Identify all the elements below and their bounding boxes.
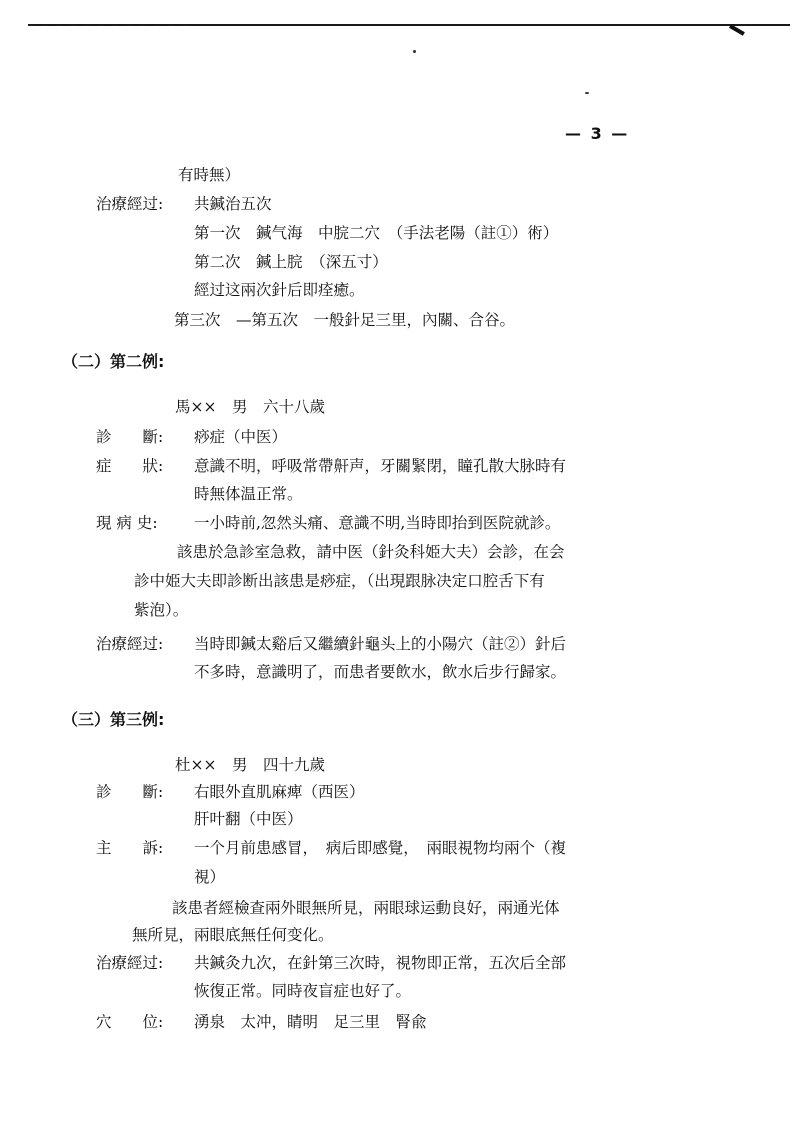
- case1-treatment-line: 第一次 鍼气海 中脘二穴 （手法老陽（註①）術）: [194, 224, 559, 242]
- case2-history-line: 紫泡）。: [134, 601, 189, 619]
- scan-speck: [413, 50, 416, 53]
- case2-treatment-line: 当時即鍼太谿后又繼續針龜头上的小陽穴（註②）針后: [194, 635, 567, 653]
- case2-patient: 馬×× 男 六十八歲: [175, 398, 325, 416]
- case3-treatment-line: 共鍼灸九次，在針第三次時，視物即正常，五次后全部: [194, 954, 567, 972]
- case3-complaint-line: 視）: [194, 868, 226, 886]
- case1-treatment-label: 治療經过:: [96, 195, 164, 213]
- case2-treatment-line: 不多時，意識明了，而患者要飲水，飲水后步行歸家。: [194, 663, 567, 681]
- case3-points-label: 穴 位:: [96, 1013, 164, 1031]
- case2-history-line: 該患於急診室急救，請中医（針灸科姫大夫）会診，在会: [177, 543, 565, 561]
- case3-treatment-label: 治療經过:: [96, 954, 164, 972]
- case1-treatment-line: 第二次 鍼上脘 （深五寸）: [194, 253, 388, 271]
- case3-patient: 杜×× 男 四十九歲: [175, 756, 325, 774]
- case2-diagnosis: 痧症（中医）: [194, 428, 288, 446]
- case2-treatment-label: 治療經过:: [96, 635, 164, 653]
- case1-treatment-line: 經过这兩次針后即痊癒。: [194, 281, 365, 299]
- page-number: — 3 —: [565, 124, 630, 143]
- case3-diagnosis-label: 診 斷:: [96, 783, 164, 801]
- case2-symptoms-label: 症 狀:: [96, 457, 164, 475]
- case2-heading: （二）第二例:: [62, 352, 165, 371]
- case1-treatment-line: 第三次 —第五次 一般針足三里，內關、合谷。: [174, 311, 516, 329]
- case3-exam-line: 無所見，兩眼底無任何变化。: [132, 926, 334, 944]
- case3-complaint-label: 主 訴:: [96, 839, 164, 857]
- case3-complaint-line: 一个月前患感冒， 病后即感覺， 兩眼視物均兩个（複: [194, 839, 567, 857]
- case3-points: 湧泉 太冲，睛明 足三里 腎兪: [194, 1013, 427, 1031]
- case3-exam-line: 該患者經檢查兩外眼無所見，兩眼球运動良好，兩通光体: [172, 899, 560, 917]
- scan-border-line-faint: [28, 25, 188, 26]
- case1-tail-line: 有時無）: [178, 166, 241, 184]
- case2-history-line: 診中姫大夫即診断出該患是痧症，（出現跟脉决定口腔舌下有: [134, 572, 545, 590]
- case2-symptoms-line: 時無体温正常。: [194, 485, 303, 503]
- case3-treatment-line: 恢復正常。同時夜盲症也好了。: [194, 982, 412, 1000]
- case2-symptoms-line: 意識不明，呼吸常帶鼾声，牙關緊閉，瞳孔散大脉時有: [194, 457, 567, 475]
- case2-history-line: 一小時前,忽然头痛、意識不明,当時即抬到医院就診。: [194, 514, 561, 532]
- case3-diagnosis-line: 肝叶翻（中医）: [194, 810, 303, 828]
- case3-heading: （三）第三例:: [62, 710, 165, 729]
- case2-diagnosis-label: 診 斷:: [96, 428, 164, 446]
- scan-speck: [585, 92, 589, 94]
- case1-treatment-line: 共鍼治五次: [194, 195, 272, 213]
- case3-diagnosis-line: 右眼外直肌麻痺（西医）: [194, 783, 365, 801]
- case2-history-label: 現 病 史:: [96, 514, 158, 532]
